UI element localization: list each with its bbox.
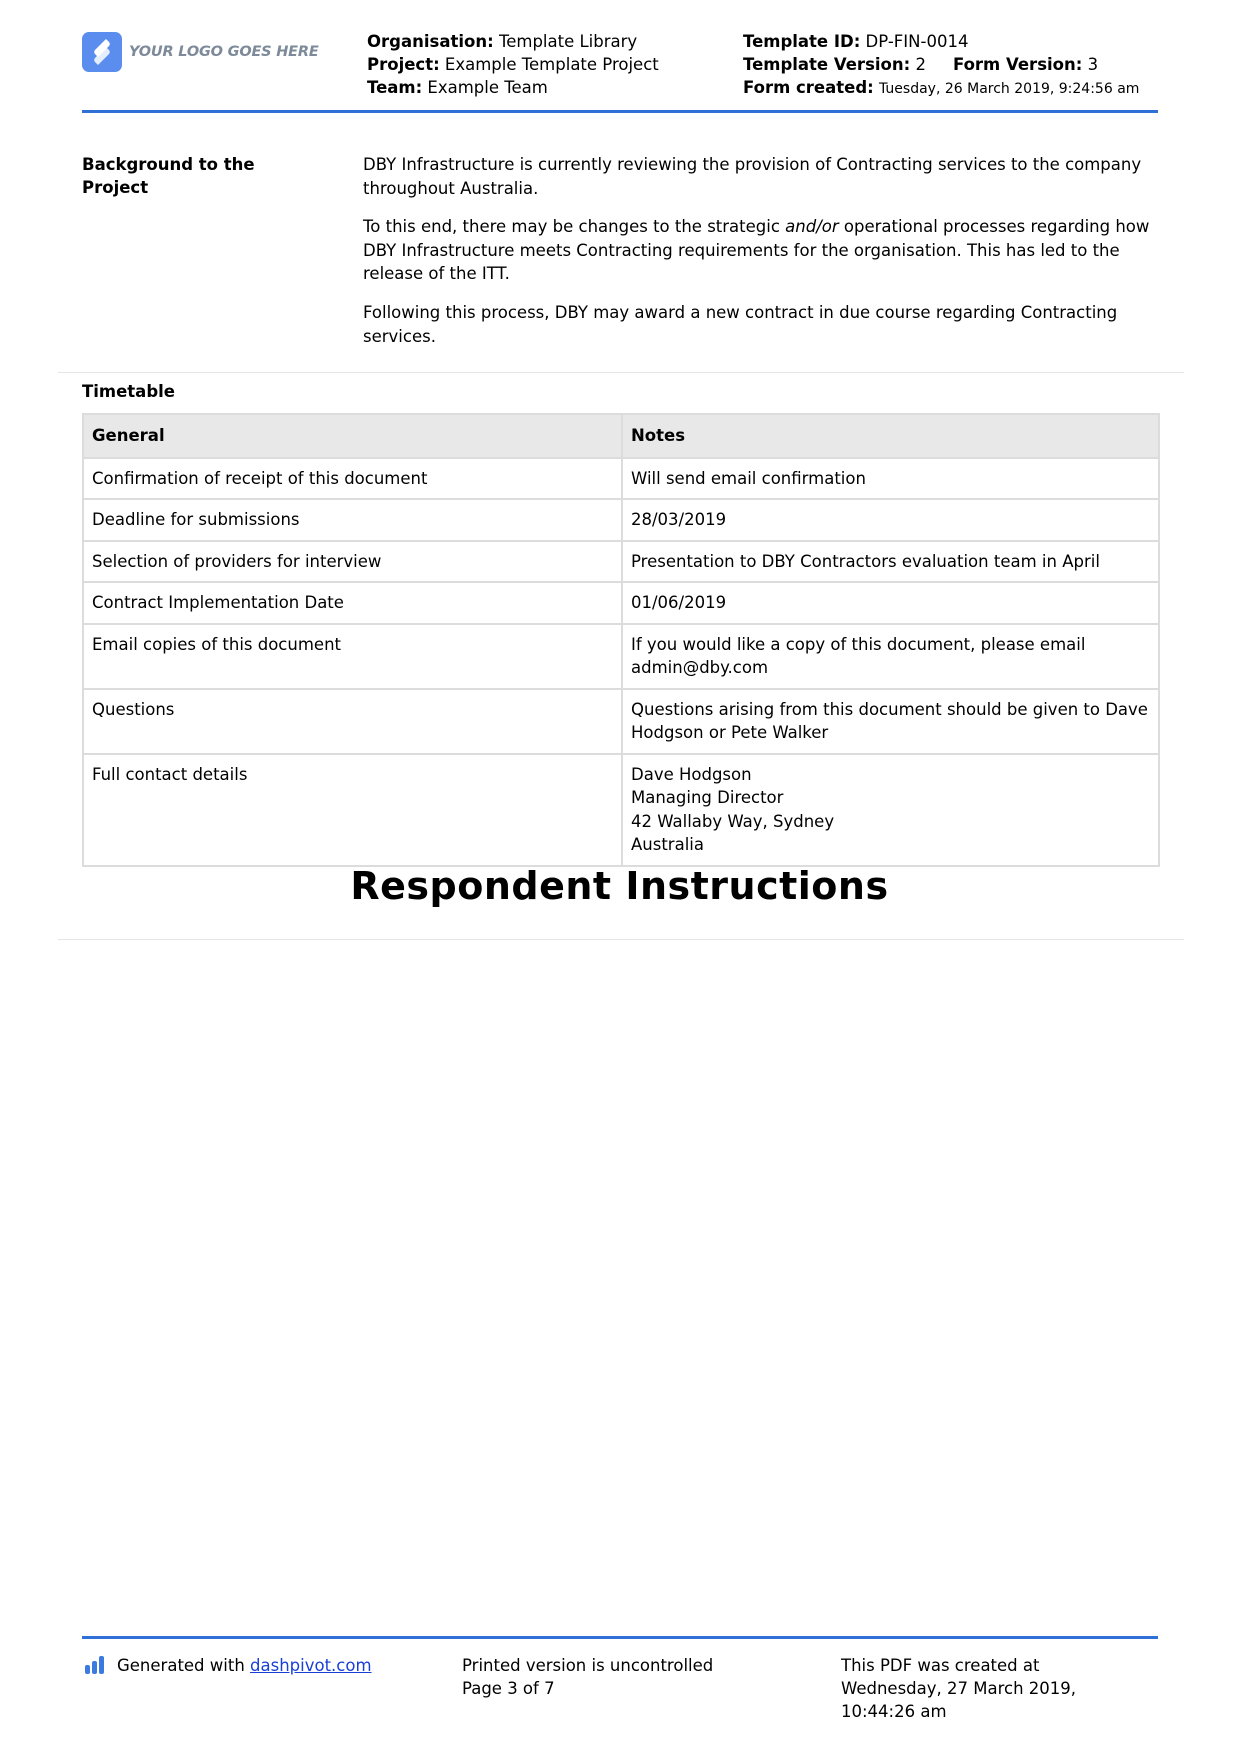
table-cell-notes: 28/03/2019 [622,499,1159,541]
table-header-notes: Notes [622,414,1159,458]
dashpivot-bars-icon [85,1656,107,1674]
project-label: Project: [367,55,440,74]
footer-created-info [841,1654,1076,1723]
table-row [83,624,1159,689]
table-cell-notes: Will send email confirmation [622,458,1159,500]
footer-page-number: Page 3 of 7 [462,1679,555,1698]
header-org-block [367,30,659,99]
form-created-line [743,76,1139,101]
table-row [83,582,1159,624]
team-line [367,76,659,99]
logo-text: YOUR LOGO GOES HERE [129,44,319,60]
footer-rule [82,1636,1158,1639]
table-cell-notes: If you would like a copy of this document, please email admin@dby.com [622,624,1159,689]
footer-created-line1: This PDF was created at [841,1656,1040,1675]
version-line [743,53,1139,76]
contact-role: Managing Director [631,788,784,807]
table-cell-general: Confirmation of receipt of this document [83,458,622,500]
background-label-line2: Project [82,178,149,197]
footer-generated [117,1654,372,1677]
table-row [83,458,1159,500]
footer-created-line2: Wednesday, 27 March 2019, [841,1679,1077,1698]
contact-country: Australia [631,835,704,854]
template-version-value: 2 [910,55,926,74]
form-created-label: Form created: [743,78,874,97]
template-id-label: Template ID: [743,32,861,51]
contact-address: 42 Wallaby Way, Sydney [631,811,835,831]
organisation-label: Organisation: [367,32,494,51]
contact-name: Dave Hodgson [631,764,752,784]
table-cell-general: Questions [83,689,622,754]
table-row [83,754,1159,866]
organisation-line [367,30,659,53]
background-paragraph-2-end: operational processes regarding how DBY Infrastructure meets Contracting requirements for the organisation. This has led to the release of the ITT. [363,217,1150,283]
table-cell-contact-details [622,754,1159,866]
table-row [83,689,1159,754]
project-line [367,53,659,76]
template-id-value: DP-FIN-0014 [860,32,969,51]
table-cell-general: Email copies of this document [83,624,622,689]
background-paragraph-2-start: To this end, there may be changes to the strategic [363,217,786,236]
logo-icon [82,32,122,72]
background-paragraph-1: DBY Infrastructure is currently reviewing the provision of Contracting services to the company throughout Australia. [363,155,1142,198]
header-template-block [743,30,1139,101]
footer-generated-text: Generated with [117,1656,251,1675]
template-id-line [743,30,1139,53]
table-cell-notes: 01/06/2019 [622,582,1159,624]
project-value: Example Template Project [439,55,659,74]
dashpivot-link[interactable]: dashpivot.com [250,1656,372,1675]
table-cell-general: Contract Implementation Date [83,582,622,624]
section-title: Respondent Instructions [350,864,889,908]
table-row [83,499,1159,541]
logo-mark [82,32,122,72]
table-row [83,541,1159,583]
background-label [82,153,302,199]
table-cell-general: Full contact details [83,754,622,866]
background-paragraph-2 [363,215,1163,286]
background-paragraph-3: Following this process, DBY may award a new contract in due course regarding Contracting services. [363,303,1118,346]
team-label: Team: [367,78,423,97]
table-cell-general: Selection of providers for interview [83,541,622,583]
form-version-label: Form Version: [952,55,1083,74]
organisation-value: Template Library [493,32,638,51]
team-value: Example Team [422,78,548,97]
table-header-general: General [83,414,622,458]
timetable-title: Timetable [82,382,175,401]
timetable-table [82,413,1160,867]
footer-uncontrolled: Printed version is uncontrolled [462,1656,714,1675]
section-divider [58,939,1184,940]
table-cell-notes: Presentation to DBY Contractors evaluation team in April [622,541,1159,583]
footer-print-info [462,1654,713,1700]
footer-created-line3: 10:44:26 am [841,1702,947,1721]
form-created-value: Tuesday, 26 March 2019, 9:24:56 am [879,81,1140,97]
header-rule [82,110,1158,113]
table-cell-general: Deadline for submissions [83,499,622,541]
table-cell-notes: Questions arising from this document should be given to Dave Hodgson or Pete Walker [622,689,1159,754]
table-header-row [83,414,1159,458]
background-paragraph-2-italic: and/or [785,217,839,236]
background-label-line1: Background to the [82,155,255,174]
template-version-label: Template Version: [743,55,911,74]
form-version-value: 3 [1082,55,1099,74]
section-divider [58,372,1184,373]
